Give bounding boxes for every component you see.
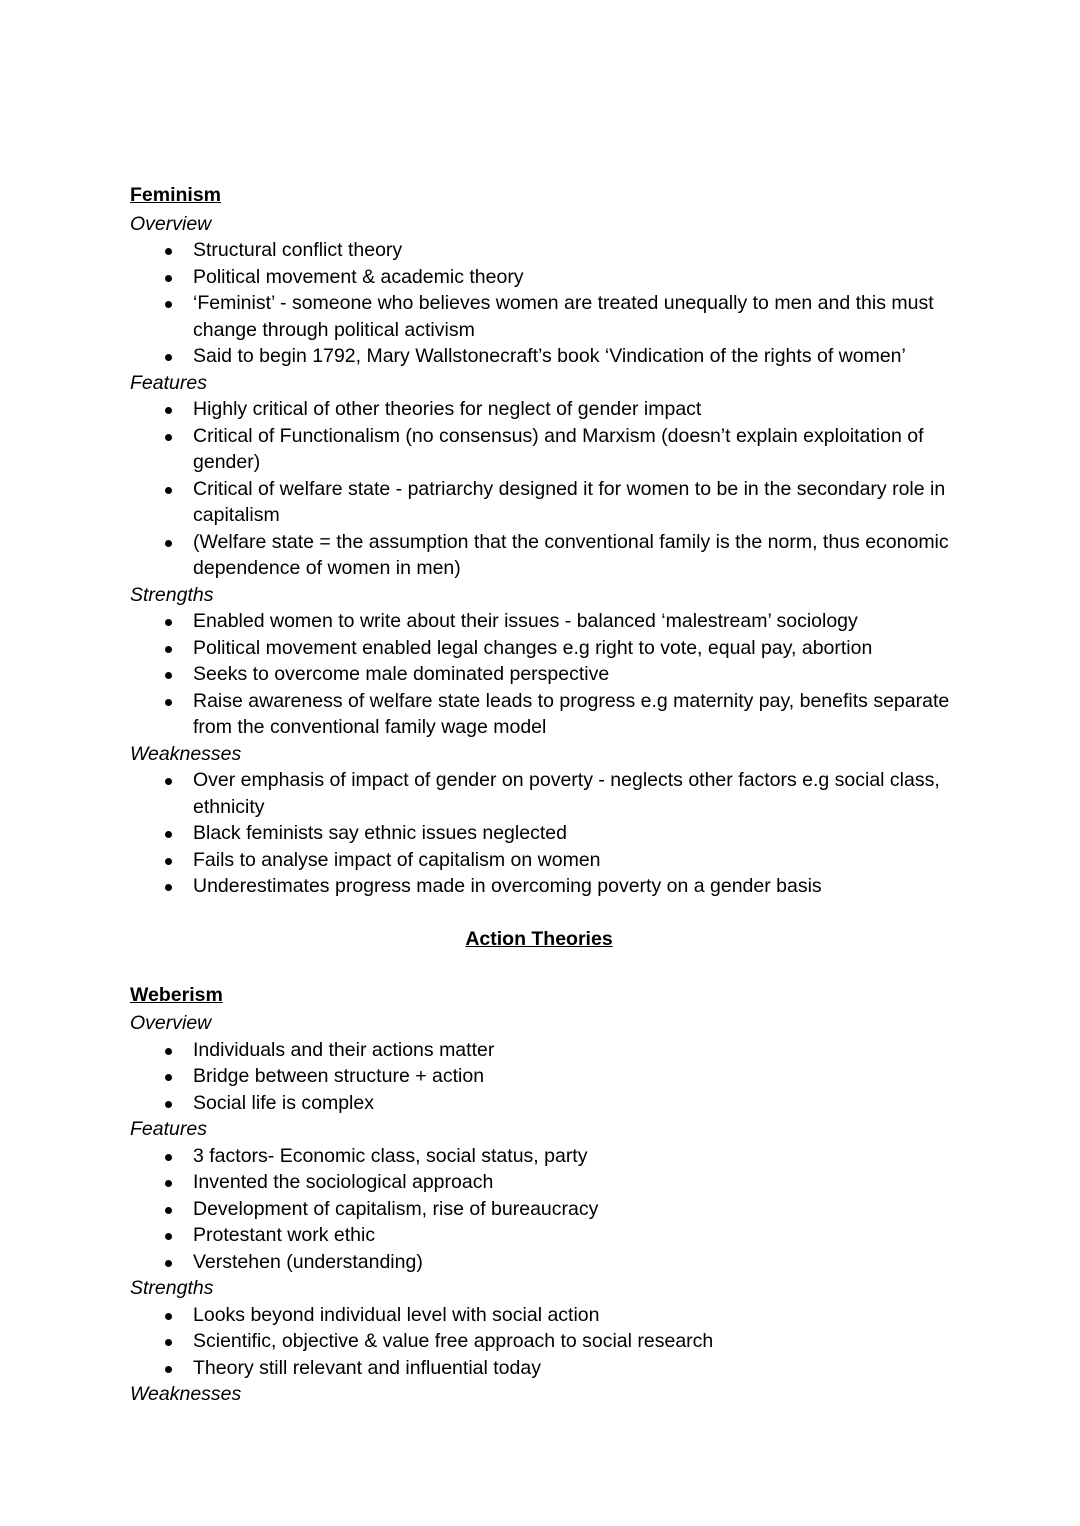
list-item: Structural conflict theory (130, 237, 950, 264)
bullet-list-weberism-features (130, 1143, 950, 1276)
list-item: ‘Feminist’ - someone who believes women are treated unequally to men and this must change through political activism (130, 290, 950, 343)
list-item: Political movement & academic theory (130, 264, 950, 291)
list-item: 3 factors- Economic class, social status, party (130, 1143, 950, 1170)
list-item: Looks beyond individual level with social action (130, 1302, 950, 1329)
sub-label-overview: Overview (130, 212, 212, 235)
sub-label-weaknesses: Weaknesses (130, 742, 242, 765)
list-item: Scientific, objective & value free approach to social research (130, 1328, 950, 1355)
bullet-list-feminism-overview (130, 237, 950, 370)
sub-label-strengths: Strengths (130, 583, 214, 606)
sub-label-features: Features (130, 1118, 207, 1140)
list-item: Social life is complex (130, 1090, 950, 1117)
sub-label-overview: Overview (130, 1012, 212, 1034)
sub-label-features: Features (130, 371, 207, 394)
list-item: Enabled women to write about their issues - balanced ‘malestream’ sociology (130, 608, 950, 635)
list-item: Highly critical of other theories for neglect of gender impact (130, 396, 950, 423)
centered-heading-row (130, 926, 948, 955)
section-heading-row (130, 982, 950, 1011)
page-title-feminism: Feminism (130, 184, 222, 206)
list-item: Seeks to overcome male dominated perspective (130, 661, 950, 688)
list-item: Underestimates progress made in overcoming poverty on a gender basis (130, 873, 950, 900)
list-item: Said to begin 1792, Mary Wallstonecraft’s book ‘Vindication of the rights of women’ (130, 343, 950, 370)
list-item: Over emphasis of impact of gender on poverty - neglects other factors e.g social class, ethnicity (130, 767, 950, 820)
list-item: Raise awareness of welfare state leads to progress e.g maternity pay, benefits separate from the conventional family wage model (130, 688, 950, 741)
list-item: Political movement enabled legal changes e.g right to vote, equal pay, abortion (130, 635, 950, 662)
list-item: Critical of welfare state - patriarchy designed it for women to be in the secondary role in capitalism (130, 476, 950, 529)
section-heading-row (130, 182, 950, 211)
list-item: Theory still relevant and influential today (130, 1355, 950, 1382)
list-item: Protestant work ethic (130, 1222, 950, 1249)
list-item: Black feminists say ethnic issues neglected (130, 820, 950, 847)
bullet-list-feminism-features (130, 396, 950, 582)
bullet-list-feminism-strengths (130, 608, 950, 741)
sub-label-weaknesses: Weaknesses (130, 1383, 242, 1405)
bullet-list-feminism-weaknesses (130, 767, 950, 900)
page-title-weberism: Weberism (130, 983, 223, 1006)
list-item: Fails to analyse impact of capitalism on women (130, 847, 950, 874)
spacer (130, 955, 950, 982)
bullet-list-weberism-overview (130, 1037, 950, 1117)
page-title-action-theories: Action Theories (465, 928, 613, 950)
list-item: (Welfare state = the assumption that the conventional family is the norm, thus economic dependence of women in men) (130, 529, 950, 582)
list-item: Verstehen (understanding) (130, 1249, 950, 1276)
list-item: Critical of Functionalism (no consensus) and Marxism (doesn’t explain exploitation of gender) (130, 423, 950, 476)
list-item: Individuals and their actions matter (130, 1037, 950, 1064)
document-content (130, 182, 950, 1408)
bullet-list-weberism-strengths (130, 1302, 950, 1382)
sub-label-strengths: Strengths (130, 1277, 214, 1299)
spacer (130, 900, 950, 927)
list-item: Bridge between structure + action (130, 1063, 950, 1090)
list-item: Invented the sociological approach (130, 1169, 950, 1196)
list-item: Development of capitalism, rise of bureaucracy (130, 1196, 950, 1223)
